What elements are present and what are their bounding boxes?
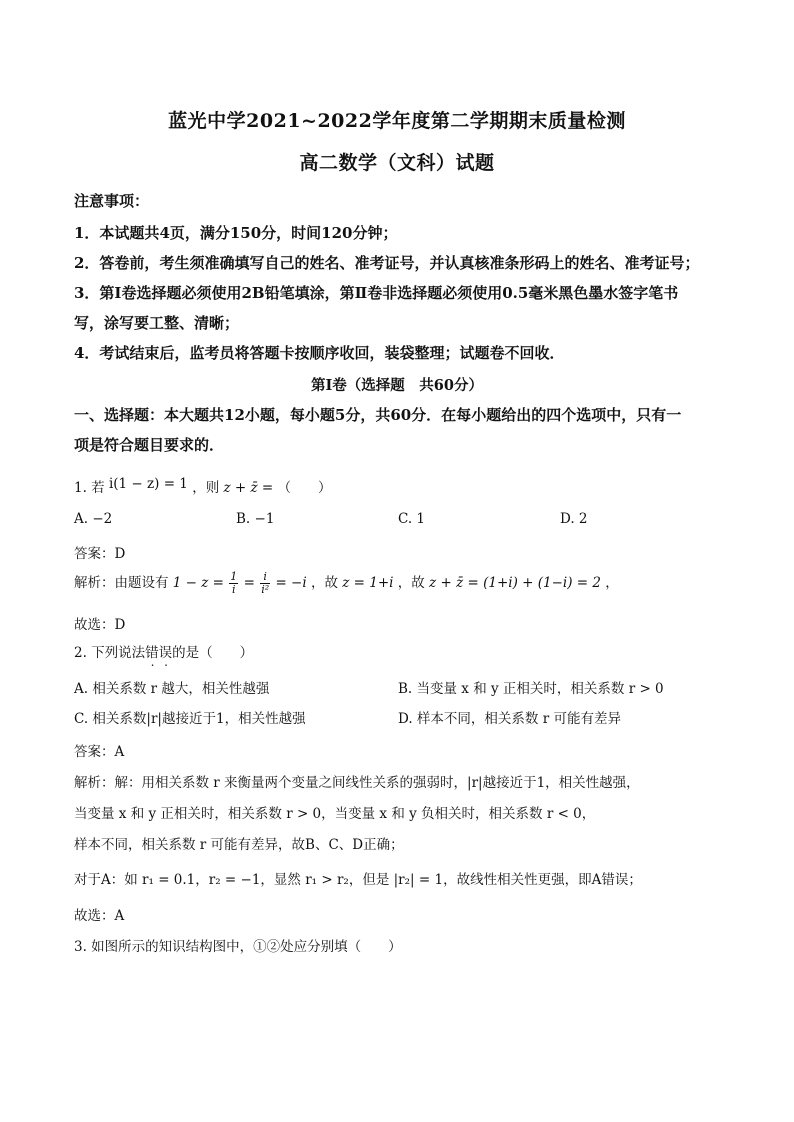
q1-blank: （ ） [277,480,332,496]
q2-option-d: D. 样本不同，相关系数 r 可能有差异 [398,711,621,727]
q2-stem-c: 误 [158,645,173,661]
section-instruction-1: 一、选择题：本大题共12小题，每小题5分，共60分．在每小题给出的四个选项中，只有一 [74,406,682,424]
q2-stem [74,641,734,661]
q1-analysis-g: ， [605,575,619,591]
note-item-1: 1．本试题共4页，满分150分，时间120分钟； [74,224,398,242]
q1-frac-1 [229,571,238,596]
q1-middle: ，则 [192,480,220,496]
q2-analysis-3: 样本不同，相关系数 r 可能有差异，故B、C、D正确； [74,837,404,853]
q1-frac-2-den: i² [261,583,270,596]
q1-choose: 故选：D [74,617,126,633]
section-heading: 第Ⅰ卷（选择题 共60分） [311,377,483,394]
q1-answer: 答案：D [74,546,126,562]
q1-option-b: B. −1 [236,511,275,527]
q3-stem: 3. 如图所示的知识结构图中，①②处应分别填（ ） [74,939,402,955]
q2-stem-d: 的是（ ） [172,645,254,661]
q2-stem-a: 2. 下列说法 [74,645,146,661]
q2-choose: 故选：A [74,908,125,924]
exam-subtitle: 高二数学（文科）试题 [299,152,495,174]
q2-option-b: B. 当变量 x 和 y 正相关时，相关系数 r > 0 [398,681,664,697]
q1-analysis [74,570,734,596]
note-item-2: 2．答卷前，考生须准确填写自己的姓名、准考证号，并认真核准条形码上的姓名、准考证号； [74,254,700,272]
q1-frac-1-den: i [232,583,236,596]
q2-option-c: C. 相关系数|r|越接近于1，相关性越强 [74,711,306,727]
notes-heading: 注意事项： [74,192,150,210]
q1-prefix: 1. 若 [74,480,105,496]
q1-option-d: D. 2 [560,511,588,527]
q2-analysis-4: 对于A：如 r₁ = 0.1，r₂ = −1，显然 r₁ > r₂，但是 |r₂| = 1，故线性相关性更强，即A错误； [74,872,642,888]
q2-stem-b: 错 [145,645,159,661]
q1-analysis-e: ，故 [397,575,425,591]
q2-option-a: A. 相关系数 r 越大，相关性越强 [74,681,270,697]
note-item-3-cont: 写，涂写要工整、清晰； [74,314,240,332]
q1-analysis-d: z = 1+i [342,575,394,591]
q1-eq: = [243,575,255,591]
exam-title: 蓝光中学2021~2022学年度第二学期期末质量检测 [168,110,626,132]
q1-analysis-a: 1 − z = [172,575,224,591]
q1-analysis-f: z + z̄ = (1+i) + (1−i) = 2 [429,575,601,591]
q2-analysis-1: 解析：解：用相关系数 r 来衡量两个变量之间线性关系的强弱时，|r|越接近于1，相关性越强， [74,775,640,791]
note-item-3: 3．第Ⅰ卷选择题必须使用2B铅笔填涂，第Ⅱ卷非选择题必须使用0.5毫米黑色墨水签字笔书 [74,284,679,302]
q1-option-a: A. −2 [74,511,113,527]
section-instruction-2: 项是符合题目要求的． [74,436,225,454]
note-item-4: 4．考试结束后，监考员将答题卡按顺序收回，装袋整理；试题卷不回收． [74,344,565,362]
q1-analysis-prefix: 解析：由题设有 [74,575,169,591]
q2-answer: 答案：A [74,744,125,760]
q1-frac-2 [260,571,270,596]
q1-condition: i(1 − z) = 1 [108,476,188,492]
q1-stem [74,476,734,496]
q1-analysis-c: ，故 [310,575,338,591]
q1-expr: z + z̄ = [223,480,274,496]
q1-frac-1-num: 1 [230,570,238,583]
q1-frac-2-num: i [260,571,270,584]
q1-analysis-b: = −i [275,575,307,591]
q2-analysis-2: 当变量 x 和 y 正相关时，相关系数 r > 0，当变量 x 和 y 负相关时，相关系数 r < 0， [74,806,596,822]
q1-option-c: C. 1 [398,511,426,527]
